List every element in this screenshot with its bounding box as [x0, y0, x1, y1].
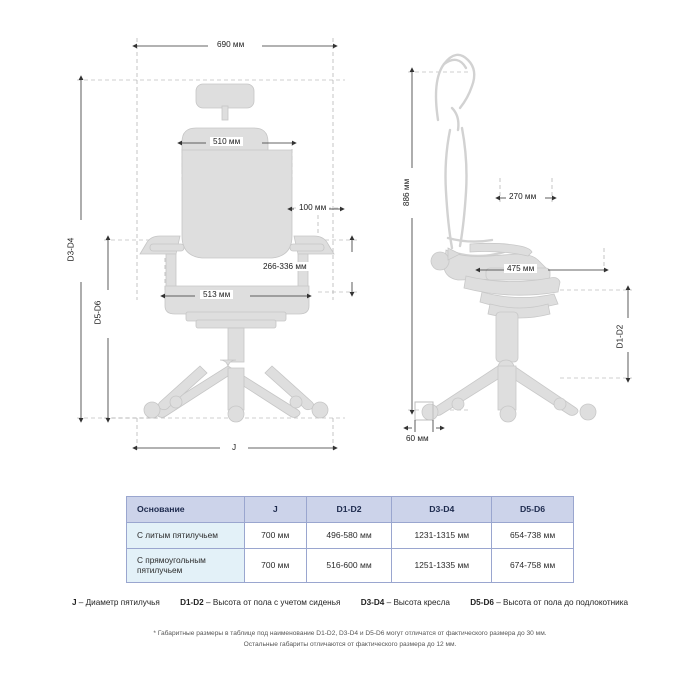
cell-d1d2: 516-600 мм [306, 549, 392, 583]
legend-item-j [72, 598, 160, 607]
legend [0, 598, 700, 607]
dim-d5-d6: D5-D6 [93, 298, 102, 328]
dim-width-overall: 690 мм [214, 40, 247, 49]
legend-code-d3d4: D3-D4 [360, 598, 385, 607]
chair-side-base [422, 360, 596, 422]
table-header-d5d6: D5-D6 [492, 497, 574, 523]
dim-d3-d4: D3-D4 [66, 235, 75, 265]
dim-base-diameter: J [229, 443, 239, 452]
table-header-d1d2: D1-D2 [306, 497, 392, 523]
dim-armrest-offset: 100 мм [296, 203, 329, 212]
cell-d1d2: 496-580 мм [306, 523, 392, 549]
table-row [127, 523, 574, 549]
table-header-d3d4: D3-D4 [392, 497, 492, 523]
row-label-cast-base: С литым пятилучьем [127, 523, 245, 549]
chair-front-base [144, 360, 328, 422]
legend-text-j: – Диаметр пятилучья [76, 598, 160, 607]
table-row [127, 549, 574, 583]
dim-total-height: 886 мм [402, 176, 411, 209]
legend-item-d3d4 [361, 598, 450, 607]
table-header-j: J [244, 497, 306, 523]
extension-lines-side [408, 72, 632, 410]
legend-text-d3d4: – Высота кресла [384, 598, 450, 607]
cell-d5d6: 674-758 мм [492, 549, 574, 583]
legend-item-d5d6 [470, 598, 628, 607]
legend-code-d1d2: D1-D2 [180, 598, 204, 607]
chair-front-view [140, 84, 334, 362]
legend-text-d5d6: – Высота от пола до подлокотника [493, 598, 629, 607]
legend-item-d1d2 [180, 598, 340, 607]
chair-side-view [436, 55, 504, 256]
footnote [0, 628, 700, 650]
dim-backrest-width: 510 мм [210, 137, 243, 146]
dim-d1-d2: D1-D2 [615, 322, 624, 352]
dim-overall-depth: 475 мм [504, 264, 537, 273]
cell-d3d4: 1251-1335 мм [392, 549, 492, 583]
table-header-base: Основание [127, 497, 245, 523]
specification-table [126, 496, 574, 583]
dim-seat-depth: 270 мм [506, 192, 539, 201]
dim-seat-width: 513 мм [200, 290, 233, 299]
legend-code-j: J [71, 598, 77, 607]
dim-armrest-height: 266-336 мм [260, 262, 310, 271]
footnote-line-2: Остальные габариты отличаются от фактического размера до 12 мм. [243, 641, 457, 649]
chair-side-body [431, 243, 560, 362]
cell-j: 700 мм [244, 523, 306, 549]
dim-caster-size: 60 мм [403, 434, 432, 443]
cell-j: 700 мм [244, 549, 306, 583]
legend-text-d1d2: – Высота от пола с учетом сиденья [203, 598, 341, 607]
row-label-rect-base: С прямоугольным пятилучьем [127, 549, 245, 583]
table-header-row [127, 497, 574, 523]
cell-d5d6: 654-738 мм [492, 523, 574, 549]
legend-code-d5d6: D5-D6 [470, 598, 494, 607]
cell-d3d4: 1231-1315 мм [392, 523, 492, 549]
footnote-line-1: * Габаритные размеры в таблице под наименование D1-D2, D3-D4 и D5-D6 могут отличатся от фактического размера до 30 мм. [153, 630, 547, 637]
